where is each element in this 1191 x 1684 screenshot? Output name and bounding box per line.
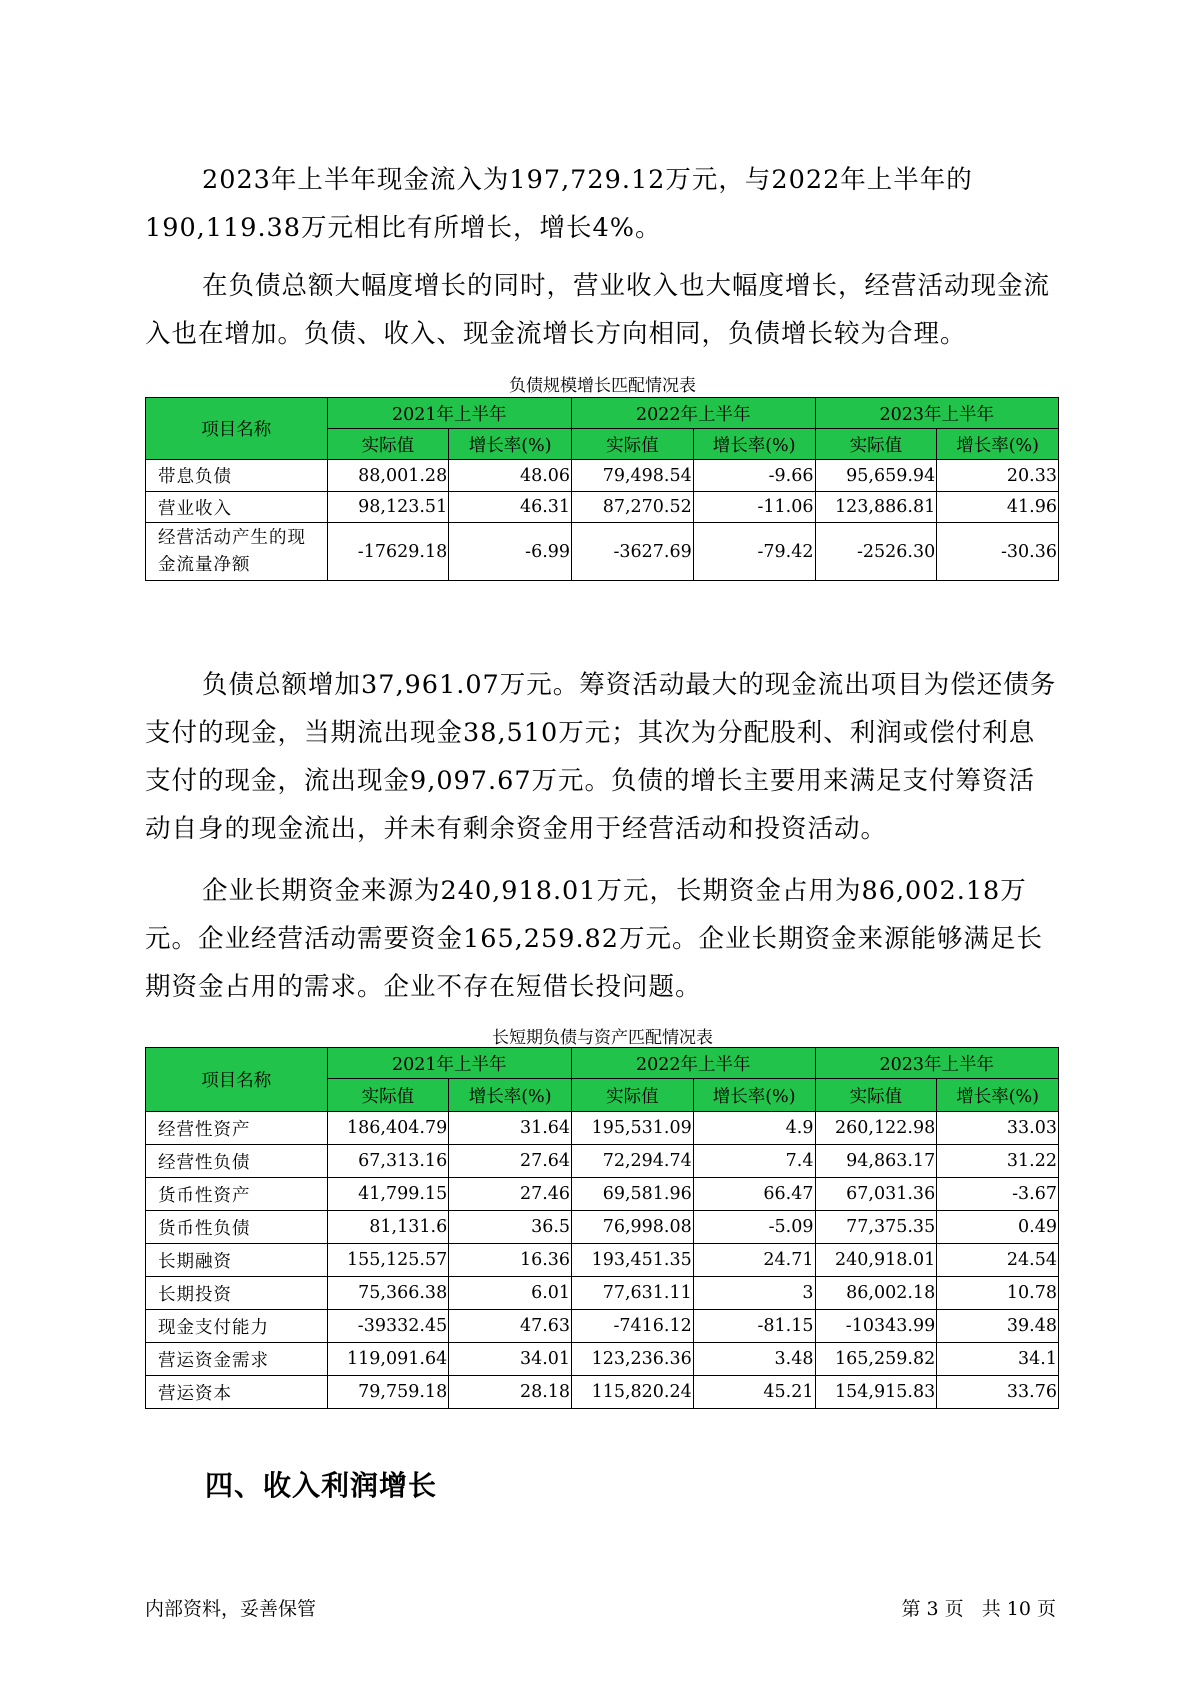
cell-value: -79.42 bbox=[693, 523, 815, 581]
header-actual: 实际值 bbox=[327, 1079, 449, 1112]
cell-value: 3 bbox=[693, 1277, 815, 1310]
cell-value: 123,886.81 bbox=[815, 492, 937, 523]
cell-value: 98,123.51 bbox=[327, 492, 449, 523]
cell-value: -3627.69 bbox=[572, 523, 694, 581]
cell-value: 77,375.35 bbox=[815, 1211, 937, 1244]
cell-value: 88,001.28 bbox=[327, 460, 449, 492]
header-growth: 增长率(%) bbox=[937, 1079, 1059, 1112]
cell-value: 72,294.74 bbox=[572, 1145, 694, 1178]
table1-caption: 负债规模增长匹配情况表 bbox=[509, 376, 696, 396]
header-item-name: 项目名称 bbox=[146, 1048, 328, 1112]
table-row bbox=[146, 523, 1059, 581]
cell-value: -10343.99 bbox=[815, 1310, 937, 1343]
table2-caption: 长短期负债与资产匹配情况表 bbox=[492, 1028, 713, 1048]
cell-value: 41,799.15 bbox=[327, 1178, 449, 1211]
cell-value: 34.1 bbox=[937, 1343, 1059, 1376]
cell-value: -3.67 bbox=[937, 1178, 1059, 1211]
header-period-2021: 2021年上半年 bbox=[327, 1048, 572, 1079]
cell-value: 260,122.98 bbox=[815, 1112, 937, 1145]
header-period-2023: 2023年上半年 bbox=[815, 1048, 1059, 1079]
cell-value: 27.64 bbox=[449, 1145, 572, 1178]
cell-value: 16.36 bbox=[449, 1244, 572, 1277]
row-name: 长期融资 bbox=[146, 1244, 328, 1277]
cell-value: 69,581.96 bbox=[572, 1178, 694, 1211]
cell-value: 48.06 bbox=[449, 460, 572, 492]
cell-value: 45.21 bbox=[693, 1376, 815, 1409]
cell-value: -81.15 bbox=[693, 1310, 815, 1343]
cell-value: 10.78 bbox=[937, 1277, 1059, 1310]
cell-value: 87,270.52 bbox=[572, 492, 694, 523]
cell-value: 31.22 bbox=[937, 1145, 1059, 1178]
table-row bbox=[146, 492, 1059, 523]
row-name: 经营活动产生的现金流量净额 bbox=[146, 523, 328, 581]
cell-value: 20.33 bbox=[937, 460, 1059, 492]
cell-value: -2526.30 bbox=[815, 523, 937, 581]
table-row bbox=[146, 1343, 1059, 1376]
row-name: 现金支付能力 bbox=[146, 1310, 328, 1343]
cell-value: 76,998.08 bbox=[572, 1211, 694, 1244]
cell-value: 0.49 bbox=[937, 1211, 1059, 1244]
cell-value: -7416.12 bbox=[572, 1310, 694, 1343]
header-growth: 增长率(%) bbox=[693, 429, 815, 460]
paragraph-debt-increase: 负债总额增加37,961.07万元。筹资活动最大的现金流出项目为偿还债务支付的现金，当期流出现金38,510万元；其次为分配股利、利润或偿付利息支付的现金，流出现金9,097.67万元。负债的增长主要用来满足支付筹资活动自身的现金流出，并未有剩余资金用于经营活动和投资活动。 bbox=[145, 670, 1057, 844]
cell-value: 123,236.36 bbox=[572, 1343, 694, 1376]
cell-value: 46.31 bbox=[449, 492, 572, 523]
cell-value: 31.64 bbox=[449, 1112, 572, 1145]
cell-value: 3.48 bbox=[693, 1343, 815, 1376]
asset-liability-match-table bbox=[145, 1047, 1059, 1409]
header-actual: 实际值 bbox=[572, 1079, 694, 1112]
row-name: 货币性负债 bbox=[146, 1211, 328, 1244]
row-name: 经营性资产 bbox=[146, 1112, 328, 1145]
cell-value: -39332.45 bbox=[327, 1310, 449, 1343]
cell-value: 39.48 bbox=[937, 1310, 1059, 1343]
cell-value: 77,631.11 bbox=[572, 1277, 694, 1310]
cell-value: 195,531.09 bbox=[572, 1112, 694, 1145]
table-row bbox=[146, 460, 1059, 492]
cell-value: 79,759.18 bbox=[327, 1376, 449, 1409]
footer-confidential-note: 内部资料，妥善保管 bbox=[145, 1598, 317, 1620]
cell-value: 81,131.6 bbox=[327, 1211, 449, 1244]
row-name: 营运资金需求 bbox=[146, 1343, 328, 1376]
cell-value: 28.18 bbox=[449, 1376, 572, 1409]
cell-value: 24.54 bbox=[937, 1244, 1059, 1277]
cell-value: 165,259.82 bbox=[815, 1343, 937, 1376]
cell-value: 240,918.01 bbox=[815, 1244, 937, 1277]
cell-value: 67,313.16 bbox=[327, 1145, 449, 1178]
cell-value: 33.03 bbox=[937, 1112, 1059, 1145]
cell-value: 95,659.94 bbox=[815, 460, 937, 492]
header-period-2021: 2021年上半年 bbox=[327, 398, 572, 429]
header-actual: 实际值 bbox=[572, 429, 694, 460]
table-row bbox=[146, 1244, 1059, 1277]
footer-page-number: 第 3 页 共 10 页 bbox=[901, 1598, 1056, 1620]
cell-value: 186,404.79 bbox=[327, 1112, 449, 1145]
cell-value: 155,125.57 bbox=[327, 1244, 449, 1277]
table-row bbox=[146, 1277, 1059, 1310]
header-period-2022: 2022年上半年 bbox=[572, 398, 815, 429]
cell-value: 67,031.36 bbox=[815, 1178, 937, 1211]
header-actual: 实际值 bbox=[815, 1079, 937, 1112]
cell-value: 47.63 bbox=[449, 1310, 572, 1343]
row-name: 货币性资产 bbox=[146, 1178, 328, 1211]
header-item-name: 项目名称 bbox=[146, 398, 328, 460]
header-growth: 增长率(%) bbox=[693, 1079, 815, 1112]
row-name: 营业收入 bbox=[146, 492, 328, 523]
header-growth: 增长率(%) bbox=[449, 1079, 572, 1112]
cell-value: 75,366.38 bbox=[327, 1277, 449, 1310]
header-period-2022: 2022年上半年 bbox=[572, 1048, 815, 1079]
cell-value: -30.36 bbox=[937, 523, 1059, 581]
cell-value: -17629.18 bbox=[327, 523, 449, 581]
table-row bbox=[146, 1178, 1059, 1211]
row-name: 带息负债 bbox=[146, 460, 328, 492]
cell-value: 86,002.18 bbox=[815, 1277, 937, 1310]
section-heading: 四、收入利润增长 bbox=[205, 1469, 438, 1502]
table-row bbox=[146, 1376, 1059, 1409]
cell-value: -11.06 bbox=[693, 492, 815, 523]
row-name: 长期投资 bbox=[146, 1277, 328, 1310]
cell-value: 66.47 bbox=[693, 1178, 815, 1211]
cell-value: 34.01 bbox=[449, 1343, 572, 1376]
table-row bbox=[146, 1145, 1059, 1178]
paragraph-debt-growth: 在负债总额大幅度增长的同时，营业收入也大幅度增长，经营活动现金流入也在增加。负债、收入、现金流增长方向相同，负债增长较为合理。 bbox=[145, 271, 1051, 349]
paragraph-long-term-funds: 企业长期资金来源为240,918.01万元，长期资金占用为86,002.18万元。企业经营活动需要资金165,259.82万元。企业长期资金来源能够满足长期资金占用的需求。企业不存在短借长投问题。 bbox=[145, 876, 1044, 1002]
header-growth: 增长率(%) bbox=[449, 429, 572, 460]
cell-value: -5.09 bbox=[693, 1211, 815, 1244]
cell-value: -6.99 bbox=[449, 523, 572, 581]
debt-growth-table bbox=[145, 397, 1059, 581]
paragraph-cash-inflow: 2023年上半年现金流入为197,729.12万元，与2022年上半年的190,119.38万元相比有所增长，增长4%。 bbox=[145, 165, 973, 243]
cell-value: 119,091.64 bbox=[327, 1343, 449, 1376]
table-row bbox=[146, 1112, 1059, 1145]
cell-value: 94,863.17 bbox=[815, 1145, 937, 1178]
cell-value: 193,451.35 bbox=[572, 1244, 694, 1277]
cell-value: 79,498.54 bbox=[572, 460, 694, 492]
header-growth: 增长率(%) bbox=[937, 429, 1059, 460]
header-period-2023: 2023年上半年 bbox=[815, 398, 1059, 429]
row-name: 营运资本 bbox=[146, 1376, 328, 1409]
cell-value: 24.71 bbox=[693, 1244, 815, 1277]
cell-value: 115,820.24 bbox=[572, 1376, 694, 1409]
cell-value: 36.5 bbox=[449, 1211, 572, 1244]
cell-value: 41.96 bbox=[937, 492, 1059, 523]
cell-value: 33.76 bbox=[937, 1376, 1059, 1409]
header-actual: 实际值 bbox=[327, 429, 449, 460]
row-name: 经营性负债 bbox=[146, 1145, 328, 1178]
table-row bbox=[146, 1310, 1059, 1343]
cell-value: 7.4 bbox=[693, 1145, 815, 1178]
cell-value: 27.46 bbox=[449, 1178, 572, 1211]
cell-value: 4.9 bbox=[693, 1112, 815, 1145]
table-row bbox=[146, 1211, 1059, 1244]
header-actual: 实际值 bbox=[815, 429, 937, 460]
cell-value: 6.01 bbox=[449, 1277, 572, 1310]
cell-value: -9.66 bbox=[693, 460, 815, 492]
cell-value: 154,915.83 bbox=[815, 1376, 937, 1409]
